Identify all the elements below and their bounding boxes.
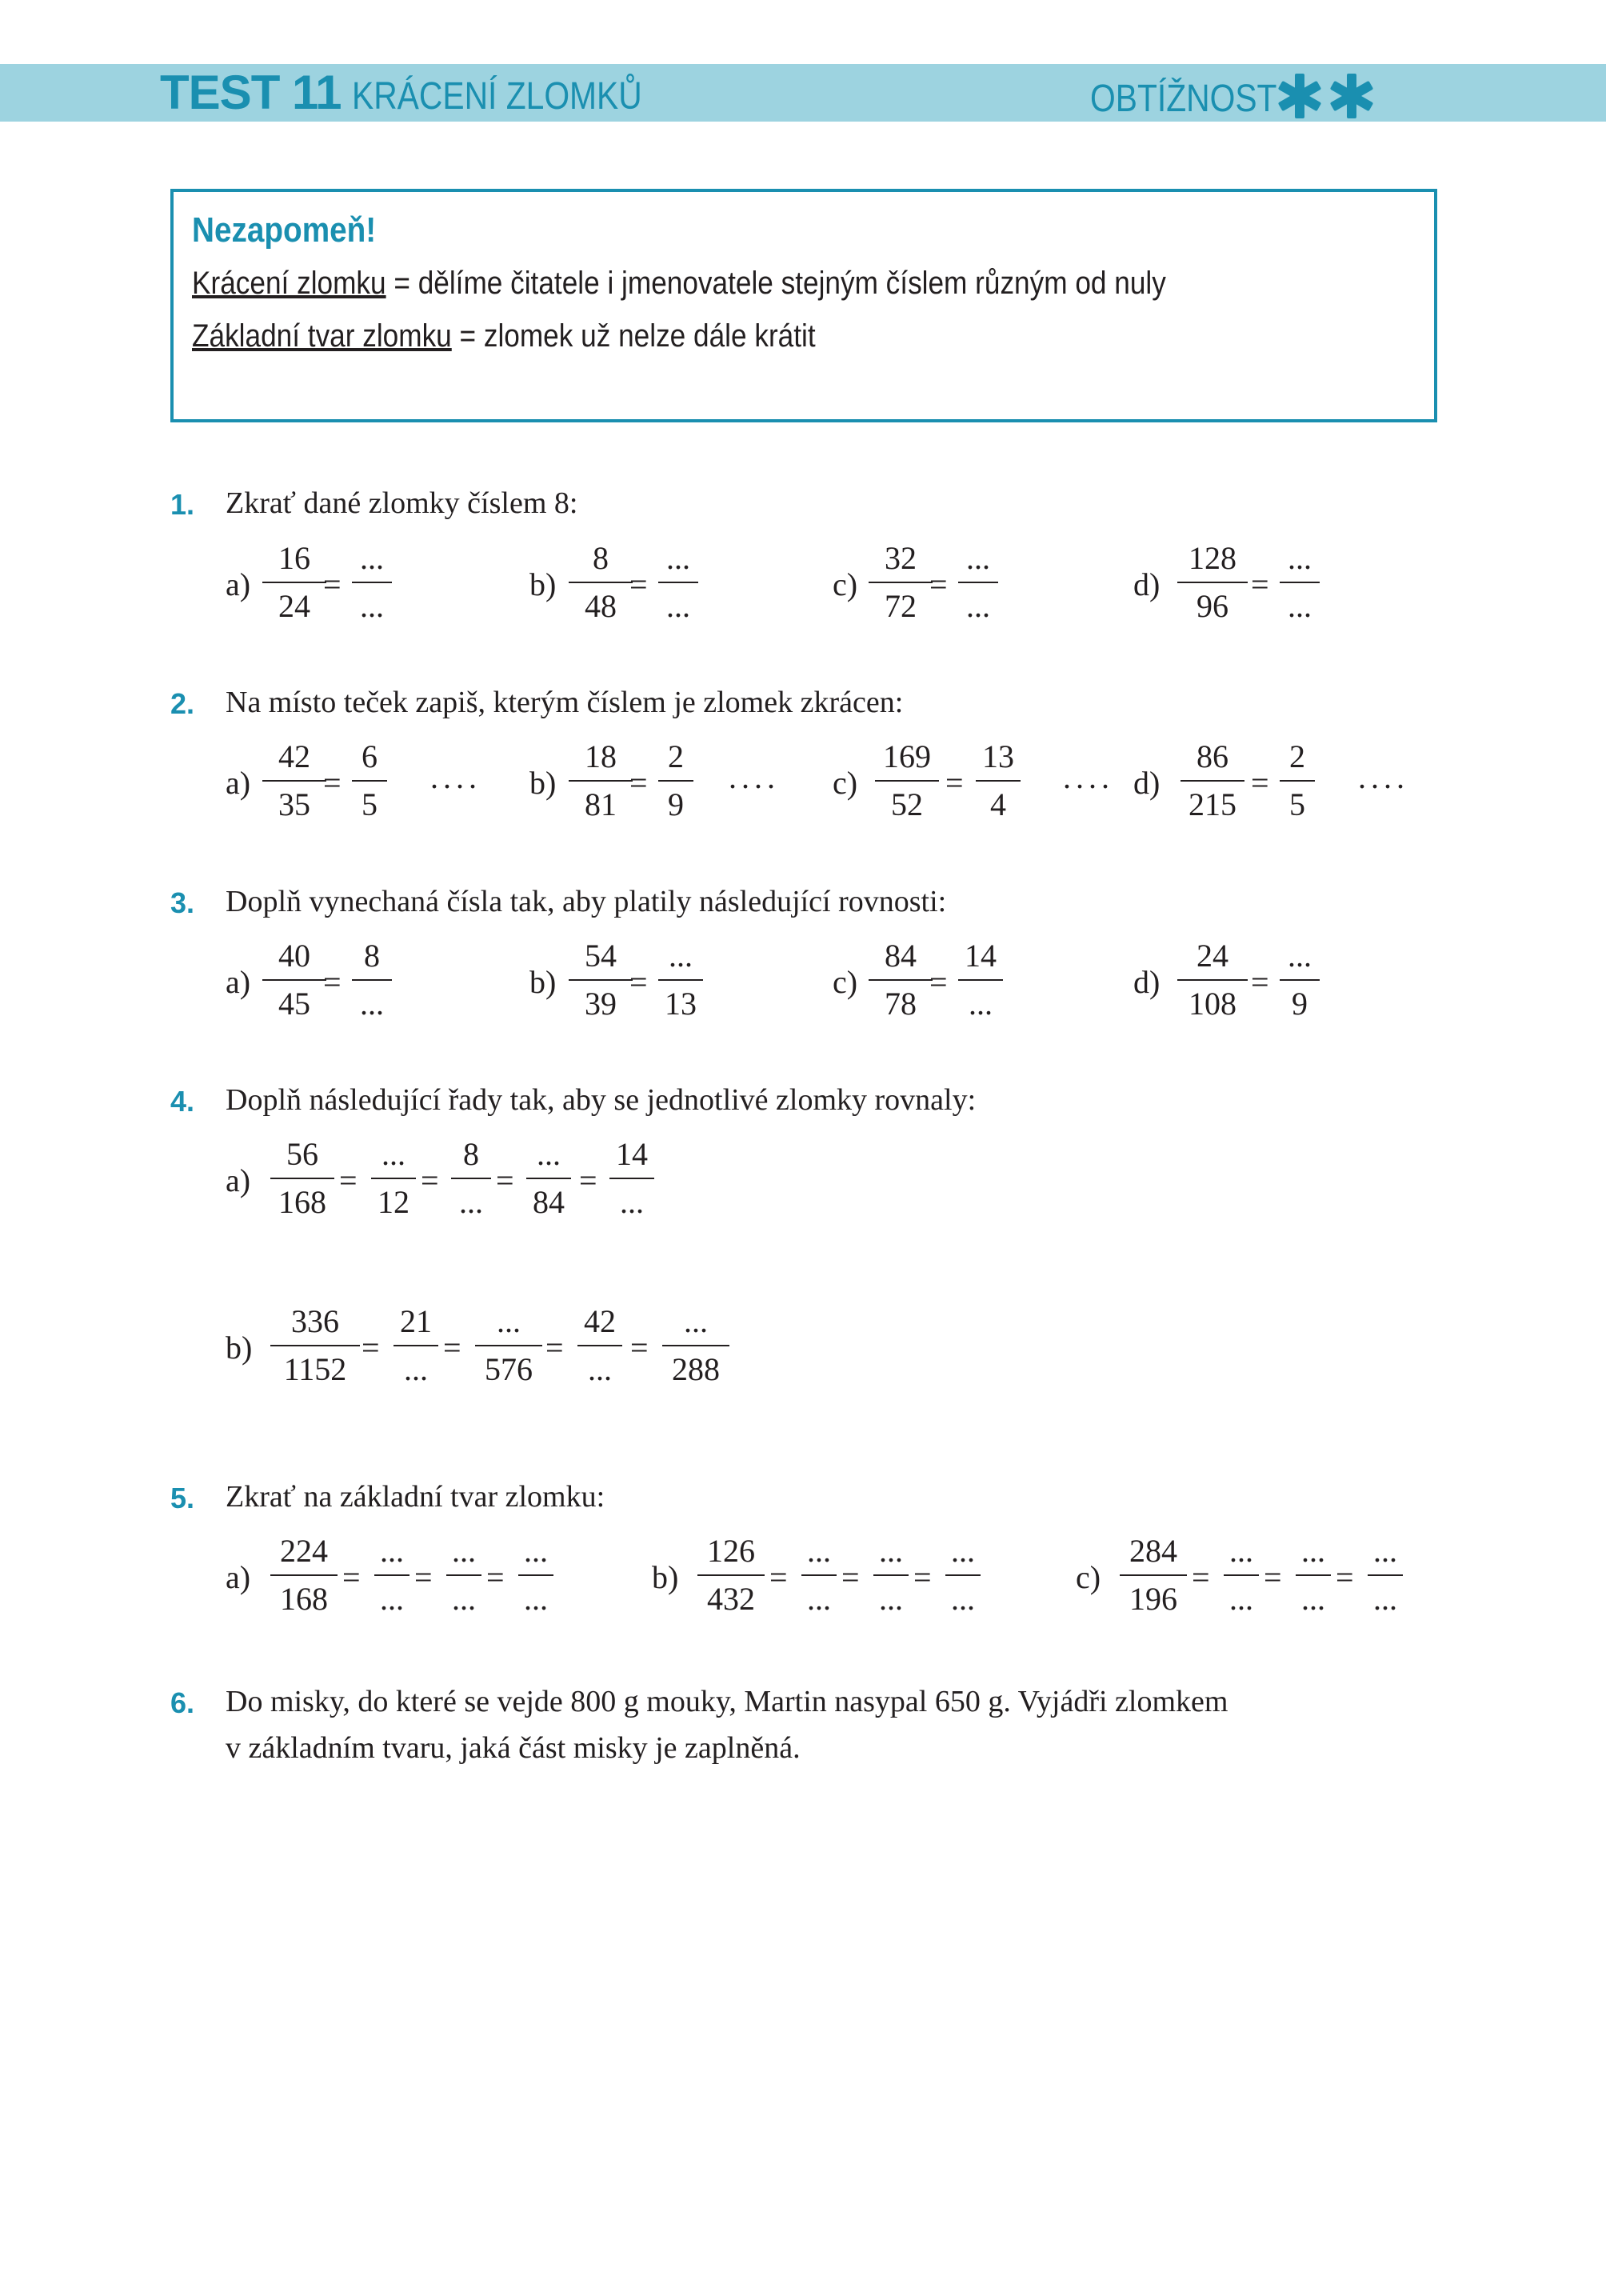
task-1-text: Zkrať dané zlomky číslem 8:: [226, 486, 578, 520]
task-4b-fraction-3[interactable]: ... 576: [475, 1303, 542, 1388]
task-2b-blank[interactable]: ....: [729, 759, 780, 795]
task-3d-answer[interactable]: ... 9: [1280, 938, 1320, 1022]
task-5-text: Zkrať na základní tvar zlomku:: [226, 1480, 605, 1514]
equals: =: [443, 1330, 461, 1366]
equals: =: [579, 1162, 597, 1198]
task-4a-fraction-4[interactable]: ... 84: [526, 1136, 571, 1221]
equals: =: [545, 1330, 564, 1366]
task-2d-label: d): [1133, 765, 1161, 801]
task-3a-fraction: 40 45: [262, 938, 326, 1022]
equals: =: [630, 1330, 649, 1366]
equals: =: [342, 1559, 361, 1595]
task-3a-label: a): [226, 964, 251, 1000]
task-2-number: 2.: [170, 687, 195, 720]
equals: =: [629, 765, 648, 801]
equals: =: [323, 765, 342, 801]
task-2c-fraction: 169 52: [875, 738, 939, 823]
task-1b-label: b): [529, 566, 557, 602]
task-1d-answer[interactable]: ... ...: [1280, 540, 1320, 625]
equals: =: [841, 1559, 860, 1595]
term-zakladni-tvar: Základní tvar zlomku: [192, 318, 452, 354]
task-3b-label: b): [529, 964, 557, 1000]
task-5-number: 5.: [170, 1482, 195, 1514]
task-3a-answer[interactable]: 8 ...: [352, 938, 392, 1022]
task-1b-answer[interactable]: ... ...: [658, 540, 698, 625]
task-5b-step-2[interactable]: ... ...: [873, 1533, 909, 1618]
equals: =: [945, 765, 964, 801]
equals: =: [421, 1162, 439, 1198]
asterisk-star-icon: [1278, 74, 1373, 118]
equals: =: [362, 1330, 380, 1366]
task-4-number: 4.: [170, 1085, 195, 1118]
task-2a-fraction: 42 35: [262, 738, 326, 823]
task-4b-fraction-2[interactable]: 21 ...: [394, 1303, 438, 1388]
equals: =: [629, 566, 648, 602]
task-4b-label: b): [226, 1330, 253, 1366]
task-2c-label: c): [833, 765, 858, 801]
task-2b-reduced: 2 9: [658, 738, 693, 823]
task-2d-fraction: 86 215: [1181, 738, 1244, 823]
equals: =: [323, 964, 342, 1000]
task-1c-label: c): [833, 566, 858, 602]
task-4a-fraction-1: 56 168: [270, 1136, 334, 1221]
topic-title: KRÁCENÍ ZLOMKŮ: [352, 75, 642, 118]
equals: =: [414, 1559, 433, 1595]
task-1d-label: d): [1133, 566, 1161, 602]
task-2a-reduced: 6 5: [352, 738, 387, 823]
task-4b-fraction-1: 336 1152: [270, 1303, 360, 1388]
task-5c-step-2[interactable]: ... ...: [1296, 1533, 1331, 1618]
equals: =: [769, 1559, 788, 1595]
task-2c-reduced: 13 4: [976, 738, 1021, 823]
task-4a-fraction-2[interactable]: ... 12: [371, 1136, 416, 1221]
task-2b-label: b): [529, 765, 557, 801]
task-3d-fraction: 24 108: [1177, 938, 1248, 1022]
equals: =: [323, 566, 342, 602]
task-1-number: 1.: [170, 488, 195, 521]
task-6-number: 6.: [170, 1686, 195, 1719]
task-2a-blank[interactable]: ....: [430, 759, 481, 795]
equals: =: [1264, 1559, 1282, 1595]
task-1a-fraction: 16 24: [262, 540, 326, 625]
task-5b-fraction: 126 432: [697, 1533, 765, 1618]
task-3-text: Doplň vynechaná čísla tak, aby platily následující rovnosti:: [226, 885, 947, 918]
task-2d-blank[interactable]: ....: [1358, 759, 1409, 795]
task-5b-step-3[interactable]: ... ...: [945, 1533, 981, 1618]
task-5a-label: a): [226, 1559, 251, 1595]
equals: =: [913, 1559, 932, 1595]
task-2a-label: a): [226, 765, 251, 801]
equals: =: [486, 1559, 505, 1595]
task-1a-answer[interactable]: ... ...: [352, 540, 392, 625]
task-1a-label: a): [226, 566, 251, 602]
task-4a-fraction-5[interactable]: 14 ...: [609, 1136, 654, 1221]
task-4a-label: a): [226, 1162, 251, 1198]
task-3b-answer[interactable]: ... 13: [658, 938, 703, 1022]
task-1d-fraction: 128 96: [1177, 540, 1248, 625]
task-3b-fraction: 54 39: [569, 938, 633, 1022]
task-5b-step-1[interactable]: ... ...: [801, 1533, 837, 1618]
equals: =: [1251, 765, 1269, 801]
equals: =: [339, 1162, 358, 1198]
task-2-text: Na místo teček zapiš, kterým číslem je zlomek zkrácen:: [226, 686, 904, 719]
task-4a-fraction-3[interactable]: 8 ...: [451, 1136, 491, 1221]
task-5c-fraction: 284 196: [1120, 1533, 1187, 1618]
test-label: TEST 11: [160, 66, 342, 119]
task-6-text-line-2: v základním tvaru, jaká část misky je zaplněná.: [226, 1731, 801, 1765]
task-2d-reduced: 2 5: [1280, 738, 1315, 823]
term-krateni: Krácení zlomku: [192, 266, 386, 301]
difficulty-stars-icon: [1276, 72, 1388, 124]
task-4b-fraction-4[interactable]: 42 ...: [577, 1303, 622, 1388]
task-5a-step-2[interactable]: ... ...: [446, 1533, 481, 1618]
equals: =: [1192, 1559, 1210, 1595]
task-5a-step-3[interactable]: ... ...: [518, 1533, 553, 1618]
reminder-title: Nezapomeň!: [192, 210, 377, 250]
equals: =: [1251, 964, 1269, 1000]
task-3c-answer[interactable]: 14 ...: [958, 938, 1003, 1022]
task-3c-fraction: 84 78: [869, 938, 933, 1022]
equals: =: [629, 964, 648, 1000]
task-1b-fraction: 8 48: [569, 540, 633, 625]
equals: =: [1336, 1559, 1354, 1595]
task-4-text: Doplň následující řady tak, aby se jednotlivé zlomky rovnaly:: [226, 1083, 977, 1117]
task-2c-blank[interactable]: ....: [1063, 759, 1114, 795]
task-2b-fraction: 18 81: [569, 738, 633, 823]
task-5c-step-3[interactable]: ... ...: [1368, 1533, 1403, 1618]
task-6-text-line-1: Do misky, do které se vejde 800 g mouky, Martin nasypal 650 g. Vyjádři zlomkem: [226, 1685, 1228, 1718]
reminder-rule-2: Základní tvar zlomku = zlomek už nelze dále krátit: [192, 318, 816, 354]
task-5a-step-1[interactable]: ... ...: [374, 1533, 409, 1618]
equals: =: [496, 1162, 514, 1198]
equals: =: [929, 566, 948, 602]
task-5b-label: b): [652, 1559, 679, 1595]
task-3-number: 3.: [170, 886, 195, 919]
task-1c-fraction: 32 72: [869, 540, 933, 625]
equals: =: [929, 964, 948, 1000]
task-5c-label: c): [1076, 1559, 1101, 1595]
difficulty-label: OBTÍŽNOST: [1090, 78, 1277, 120]
reminder-rule-1: Krácení zlomku = dělíme čitatele i jmenovatele stejným číslem různým od nuly: [192, 266, 1166, 301]
equals: =: [1251, 566, 1269, 602]
task-5a-fraction: 224 168: [270, 1533, 338, 1618]
task-1c-answer[interactable]: ... ...: [958, 540, 998, 625]
task-5c-step-1[interactable]: ... ...: [1224, 1533, 1259, 1618]
task-3d-label: d): [1133, 964, 1161, 1000]
task-3c-label: c): [833, 964, 858, 1000]
task-4b-fraction-5[interactable]: ... 288: [662, 1303, 729, 1388]
